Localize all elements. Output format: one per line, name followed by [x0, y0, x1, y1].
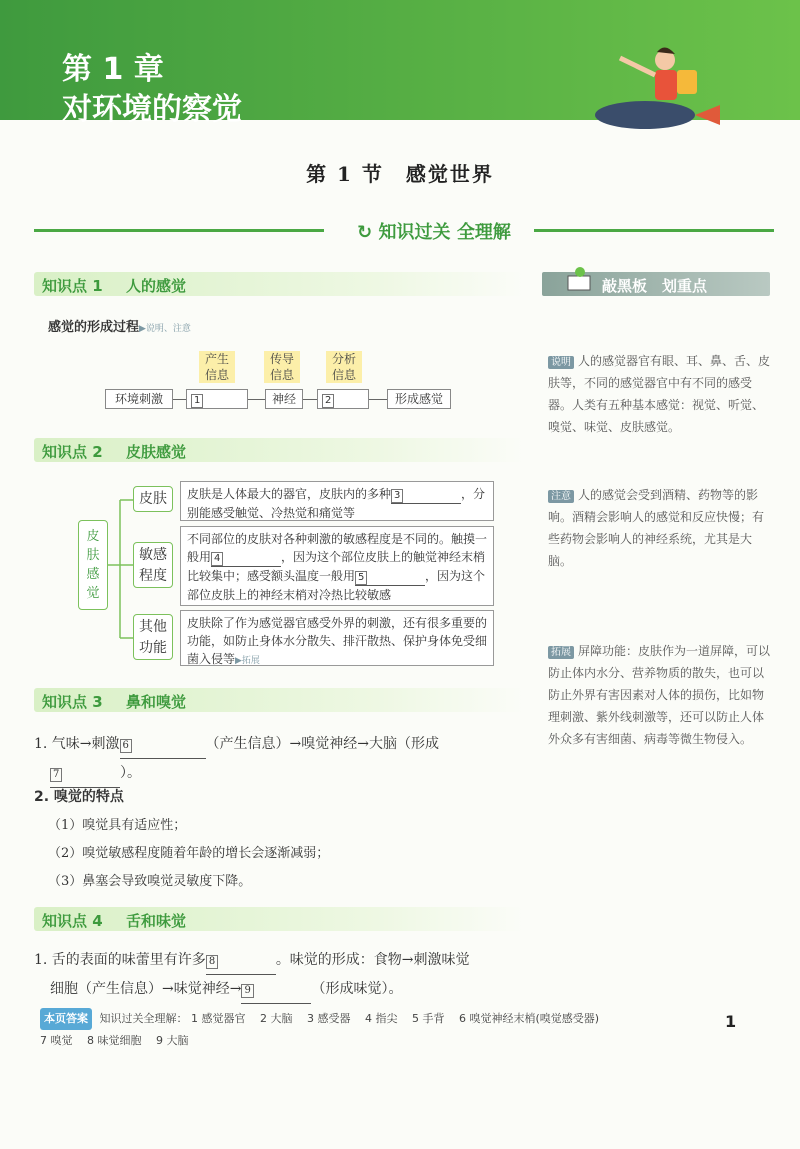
- answer-6: 6 嗅觉神经末梢(嗅觉感受器): [459, 1012, 600, 1025]
- blackboard-icon: [566, 266, 594, 294]
- answer-3: 3 感受器: [307, 1012, 351, 1025]
- chapter-banner: [0, 0, 800, 127]
- sidebar-header: 敲黑板 划重点: [542, 272, 770, 296]
- flow-blank-1[interactable]: 1: [186, 389, 248, 409]
- kp3-point-1: （1）嗅觉具有适应性；: [48, 818, 187, 833]
- knowledge-bar-label: ↻ 知识过关 全理解: [334, 218, 534, 244]
- answer-4: 4 指尖: [365, 1012, 398, 1025]
- kp2-number: 知识点 2: [42, 443, 103, 461]
- kp3-title: 鼻和嗅觉: [126, 693, 187, 711]
- branch-skin: 皮肤: [133, 486, 173, 512]
- process-title: 感觉的形成过程▶说明、注意: [48, 320, 191, 335]
- flow-label-1: 产生 信息: [199, 351, 235, 383]
- blank-6[interactable]: 6: [120, 730, 206, 759]
- blank-5[interactable]: 5: [355, 567, 425, 586]
- answer-7: 7 嗅觉: [40, 1034, 73, 1047]
- section-title: 第 1 节 感觉世界: [306, 162, 494, 186]
- flow-node-sensation: 形成感觉: [387, 389, 451, 409]
- blank-4[interactable]: 4: [211, 548, 281, 567]
- rocket-girl-illustration: [585, 30, 725, 150]
- answer-9: 9 大脑: [156, 1034, 189, 1047]
- skin-root: 皮 肤 感 觉: [78, 520, 108, 610]
- branch-sensitivity: 敏感 程度: [133, 542, 173, 588]
- kp3-item2-title: 2. 嗅觉的特点: [34, 789, 124, 805]
- kp4-item1: 1. 舌的表面的味蕾里有许多 8 。味觉的形成：食物→刺激味觉 细胞（产生信息）→味觉神经→ 9 （形成味觉）。: [34, 946, 526, 1004]
- flow-blank-2[interactable]: 2: [317, 389, 369, 409]
- skin-box-2: 不同部位的皮肤对各种刺激的敏感程度是不同的。触摸一般用 4 ，因为这个部位皮肤上的触觉神经末梢比较集中；感受额头温度一般用 5 ，因为这个部位皮肤上的神经末梢对冷热比较敏感: [180, 526, 494, 606]
- branch-other: 其他 功能: [133, 614, 173, 660]
- kp3-point-3: （3）鼻塞会导致嗅觉灵敏度下降。: [48, 874, 252, 889]
- answer-5: 5 手背: [412, 1012, 445, 1025]
- skin-box-3: 皮肤除了作为感觉器官感受外界的刺激，还有很多重要的功能，如防止身体水分散失、排汗散热、保护身体免受细菌入侵等▶拓展: [180, 610, 494, 666]
- kp2-header: [34, 438, 524, 462]
- page-number: 1: [725, 1012, 737, 1031]
- kp3-point-2: （2）嗅觉敏感程度随着年龄的增长会逐渐减弱；: [48, 846, 330, 861]
- kp4-header: [34, 907, 524, 931]
- answers-label: 知识过关全理解：: [99, 1012, 188, 1025]
- answer-8: 8 味觉细胞: [87, 1034, 142, 1047]
- flow-label-2: 传导 信息: [264, 351, 300, 383]
- kp4-title: 舌和味觉: [126, 912, 187, 930]
- skin-box-1: 皮肤是人体最大的器官，皮肤内的多种 3 ，分别能感受触觉、冷热觉和痛觉等: [180, 481, 494, 521]
- flow-label-3: 分析 信息: [326, 351, 362, 383]
- kp1-title: 人的感觉: [126, 277, 187, 295]
- blank-7[interactable]: 7: [50, 759, 120, 788]
- chapter-title: 对环境的察觉: [62, 92, 242, 127]
- sidebar-note-3: 拓展 屏障功能：皮肤作为一道屏障，可以防止体内水分、营养物质的散失，也可以防止外界有害因素对人体的损伤，比如物理刺激、紫外线刺激等，还可以防止人体外众多有害细菌、病毒等微生物侵入。: [548, 644, 771, 746]
- chapter-number: 第 1 章: [62, 52, 164, 87]
- blank-9[interactable]: 9: [241, 975, 311, 1004]
- knowledge-bar: [34, 218, 774, 242]
- answers-header: 本页答案: [40, 1008, 92, 1030]
- kp3-header: [34, 688, 524, 712]
- answer-2: 2 大脑: [260, 1012, 293, 1025]
- sidebar-note-1: 说明 人的感觉器官有眼、耳、鼻、舌、皮肤等，不同的感觉器官中有不同的感受器。人类有五种基本感觉：视觉、听觉、嗅觉、味觉、皮肤感觉。: [548, 354, 771, 434]
- sidebar-note-2: 注意 人的感觉会受到酒精、药物等的影响。酒精会影响人的感觉和反应快慢；有些药物会影响人的神经系统，尤其是大脑。: [548, 488, 765, 568]
- kp1-header: [34, 272, 524, 296]
- kp3-item1: 1. 气味→刺激 6 （产生信息）→嗅觉神经→大脑（形成 7 ）。: [34, 730, 526, 788]
- flow-node-stimulus: 环境刺激: [105, 389, 173, 409]
- kp2-title: 皮肤感觉: [126, 443, 187, 461]
- blank-8[interactable]: 8: [206, 946, 276, 975]
- flow-node-nerve: 神经: [265, 389, 303, 409]
- spiral-icon: ↻: [357, 222, 373, 243]
- kp3-number: 知识点 3: [42, 693, 103, 711]
- answer-1: 1 感觉器官: [191, 1012, 246, 1025]
- kp1-number: 知识点 1: [42, 277, 103, 295]
- blank-3[interactable]: 3: [391, 485, 461, 504]
- answers-footer: [40, 1008, 700, 1052]
- kp4-number: 知识点 4: [42, 912, 103, 930]
